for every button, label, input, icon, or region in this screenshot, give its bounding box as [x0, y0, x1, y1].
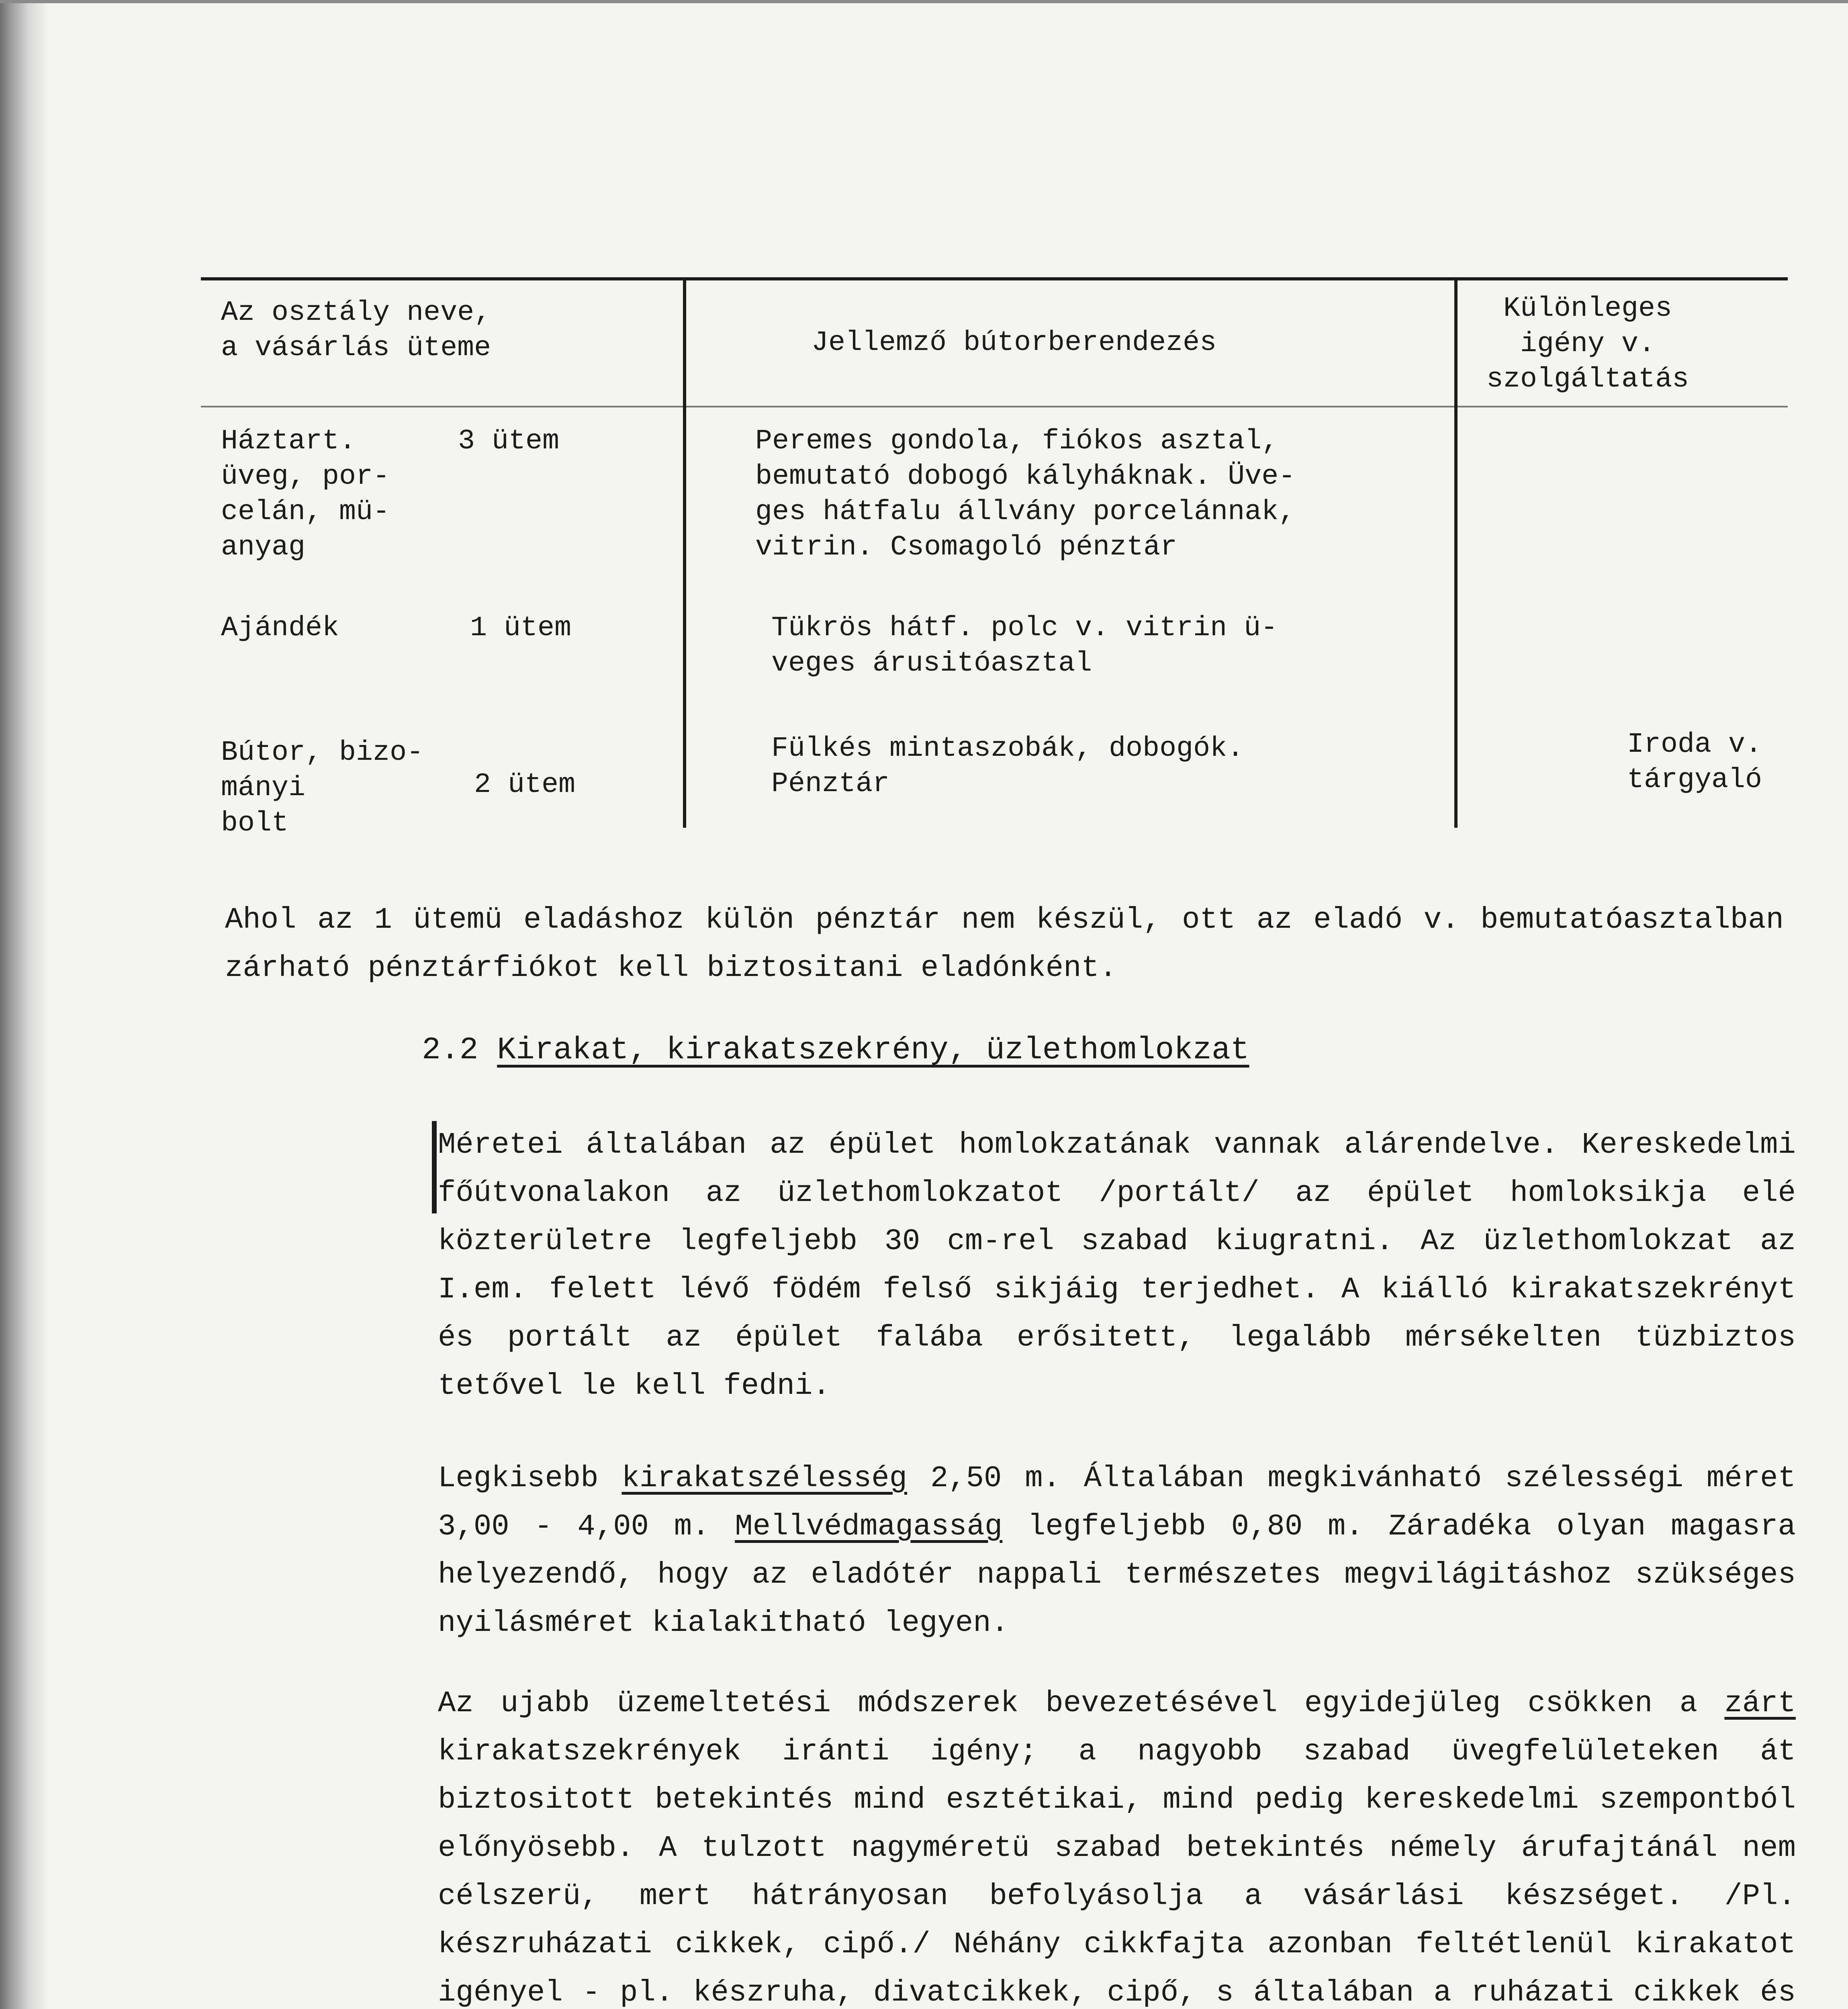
- paragraph-3-text: [438, 1680, 1796, 2009]
- header-department: Az osztály neve, a vásárlás üteme: [221, 297, 491, 364]
- table-note: [225, 896, 1784, 992]
- row2-furniture: Tükrös hátf. polc v. vitrin ü- veges árusitóasztal: [771, 612, 1278, 679]
- row1-rhythm: 3 ütem: [458, 426, 560, 457]
- row3-special: Iroda v. tárgyaló: [1627, 729, 1762, 796]
- row3-department: Bútor, bizo- mányi bolt: [221, 737, 424, 839]
- p3-underline-closed: zárt: [1724, 1687, 1796, 1721]
- p2-part-b: 2,50 m. Általában megkivánható szélességi méret 3,00 - 4,00 m.: [438, 1462, 1796, 1544]
- furniture-table: [0, 0, 1848, 844]
- paragraph-1-text: Méretei általában az épület homlokzatának vannak alárendelve. Kereskedelmi főútvonalakon az üzlethomlokzatot /portált/ az épület homloksikja elé közterületre legfeljebb 30 cm-rel szabad kiugratni. Az üzlethomlokzat az I.em. felett lévő födém felső sikjáig terjedhet. A kiálló kirakatszekrényt és portált az épület falába erősitett, legalább mérsékelten tüzbiztos tetővel le kell fedni.: [438, 1128, 1796, 1403]
- header-special: Különleges igény v. szolgáltatás: [1486, 293, 1689, 395]
- p2-part-a: Legkisebb: [438, 1462, 622, 1495]
- row1-furniture: Peremes gondola, fiókos asztal, bemutató dobogó kályháknak. Üve- ges hátfalu állvány porcelánnak, vitrin. Csomagoló pénztár: [755, 426, 1296, 563]
- table-top-rule: [201, 277, 1788, 280]
- p2-underline-height: Mellvédmagasság: [735, 1510, 1003, 1544]
- p3-part-b: kirakatszekrények iránti igény; a nagyobb szabad üvegfelületeken át biztositott betekintés mind esztétikai, mind pedig kereskedelmi szempontból előnyösebb. A tulzott nagyméretü szabad betekintés némely árufajtánál nem célszerü, mert hátrányosan befolyásolja a vásárlási készséget. /Pl. készruházati cikkek, cipő./ Néhány cikkfajta azonban feltétlenül kirakatot igényel - pl. készruha, divatcikkek, cipő, s általában a ruházati cikkek és: [438, 1735, 1796, 2009]
- row2-department: Ajándék: [221, 612, 339, 644]
- row2-rhythm: 1 ütem: [470, 612, 572, 644]
- table-note-text: Ahol az 1 ütemü eladáshoz külön pénztár nem készül, ott az eladó v. bemutatóasztalban zárható pénztárfiókot kell biztositani eladónként.: [225, 903, 1784, 985]
- table-header-rule: [201, 406, 1788, 407]
- row3-rhythm: 2 ütem: [474, 769, 576, 801]
- section-heading: [422, 1033, 1249, 1068]
- margin-bar: [432, 1121, 437, 1213]
- section-title: Kirakat, kirakatszekrény, üzlethomlokzat: [497, 1033, 1249, 1068]
- row1-department: Háztart. üveg, por- celán, mü- anyag: [221, 426, 390, 563]
- row3-furniture: Fülkés mintaszobák, dobogók. Pénztár: [771, 733, 1244, 800]
- paragraph-2: [438, 1455, 1796, 1647]
- section-number: 2.2: [422, 1033, 478, 1068]
- table-divider-1: [683, 277, 686, 828]
- paragraph-1: [438, 1121, 1796, 1410]
- paragraph-3: [438, 1680, 1796, 2009]
- header-furniture: Jellemző bútorberendezés: [812, 327, 1217, 359]
- table-divider-2: [1454, 277, 1458, 828]
- p2-underline-width: kirakatszélesség: [621, 1462, 907, 1495]
- p2-part-c: legfeljebb 0,80 m. Záradéka olyan magasra helyezendő, hogy az eladótér nappali természetes megvilágitáshoz szükséges nyilásméret kialakitható legyen.: [438, 1510, 1796, 1640]
- paragraph-2-text: [438, 1455, 1796, 1647]
- p3-part-a: Az ujabb üzemeltetési módszerek bevezetésével egyidejüleg csökken a: [438, 1687, 1725, 1721]
